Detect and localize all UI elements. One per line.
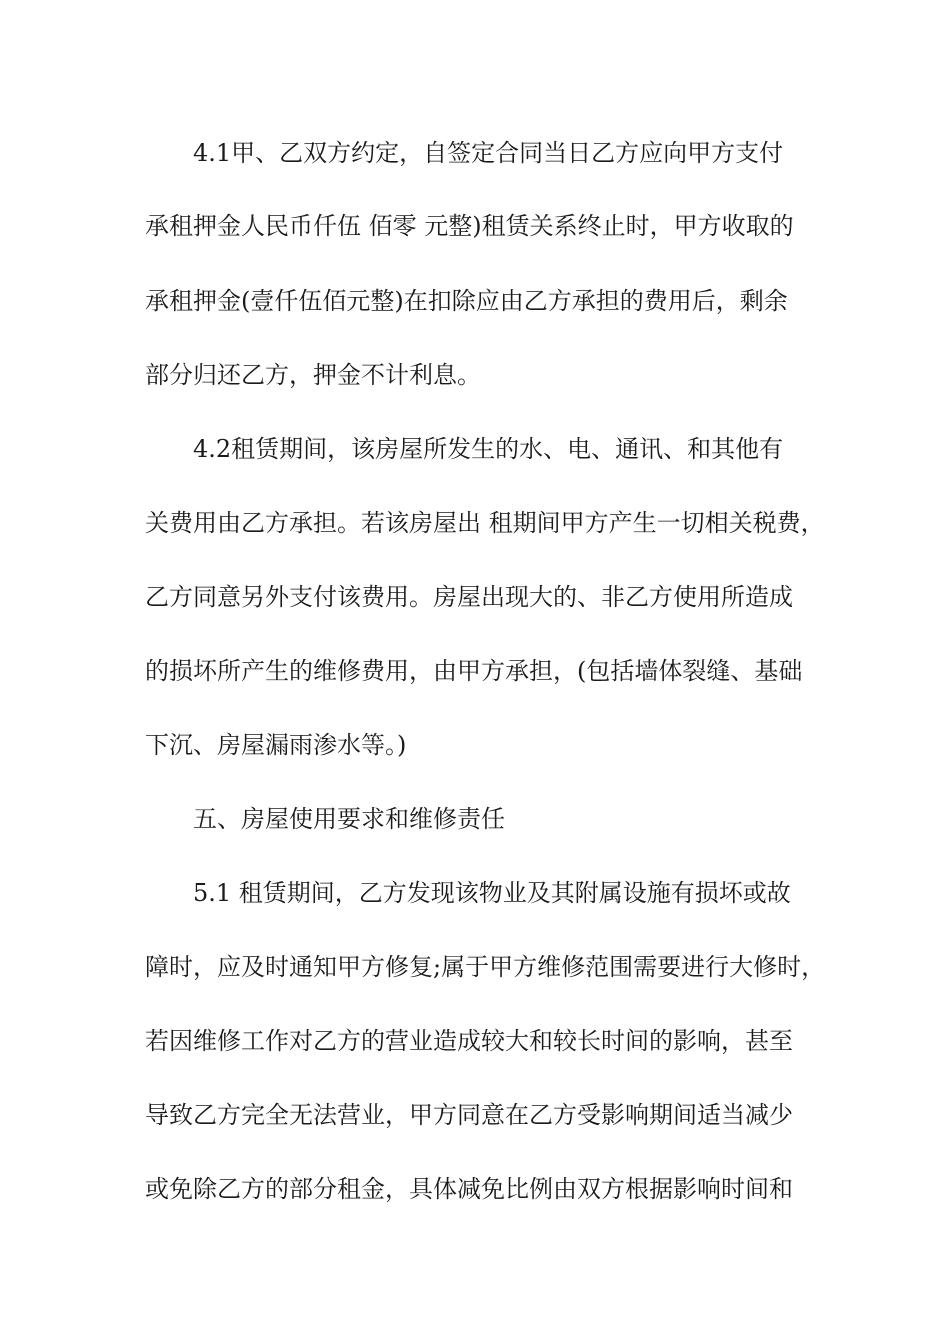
paragraph-4-1-line-4: 部分归还乙方，押金不计利息。 <box>145 361 481 389</box>
paragraph-5-1-line-3: 若因维修工作对乙方的营业造成较大和较长时间的影响，甚至 <box>145 1027 793 1055</box>
paragraph-4-2-line-4: 的损坏所产生的维修费用，由甲方承担，(包括墙体裂缝、基础 <box>145 657 803 685</box>
paragraph-5-1-line-2: 障时，应及时通知甲方修复;属于甲方维修范围需要进行大修时， <box>145 953 826 981</box>
paragraph-5-1-line-1: 5.1 租赁期间，乙方发现该物业及其附属设施有损坏或故 <box>193 879 791 907</box>
paragraph-4-2-line-2: 关费用由乙方承担。若该房屋出 租期间甲方产生一切相关税费， <box>145 509 825 537</box>
paragraph-4-1-line-1: 4.1甲、乙双方约定，自签定合同当日乙方应向甲方支付 <box>193 139 784 167</box>
paragraph-4-1-line-2: 承租押金人民币仟伍 佰零 元整)租赁关系终止时，甲方收取的 <box>145 212 794 240</box>
paragraph-4-2-line-1: 4.2租赁期间，该房屋所发生的水、电、通讯、和其他有 <box>193 435 784 463</box>
paragraph-4-1-line-3: 承租押金(壹仟伍佰元整)在扣除应由乙方承担的费用后，剩余 <box>145 287 788 315</box>
paragraph-5-1-line-4: 导致乙方完全无法营业，甲方同意在乙方受影响期间适当减少 <box>145 1101 793 1129</box>
paragraph-4-2-line-5: 下沉、房屋漏雨渗水等。) <box>145 731 407 759</box>
section-5-heading: 五、房屋使用要求和维修责任 <box>193 805 505 833</box>
paragraph-5-1-line-5: 或免除乙方的部分租金，具体减免比例由双方根据影响时间和 <box>145 1175 793 1203</box>
paragraph-4-2-line-3: 乙方同意另外支付该费用。房屋出现大的、非乙方使用所造成 <box>145 583 793 611</box>
